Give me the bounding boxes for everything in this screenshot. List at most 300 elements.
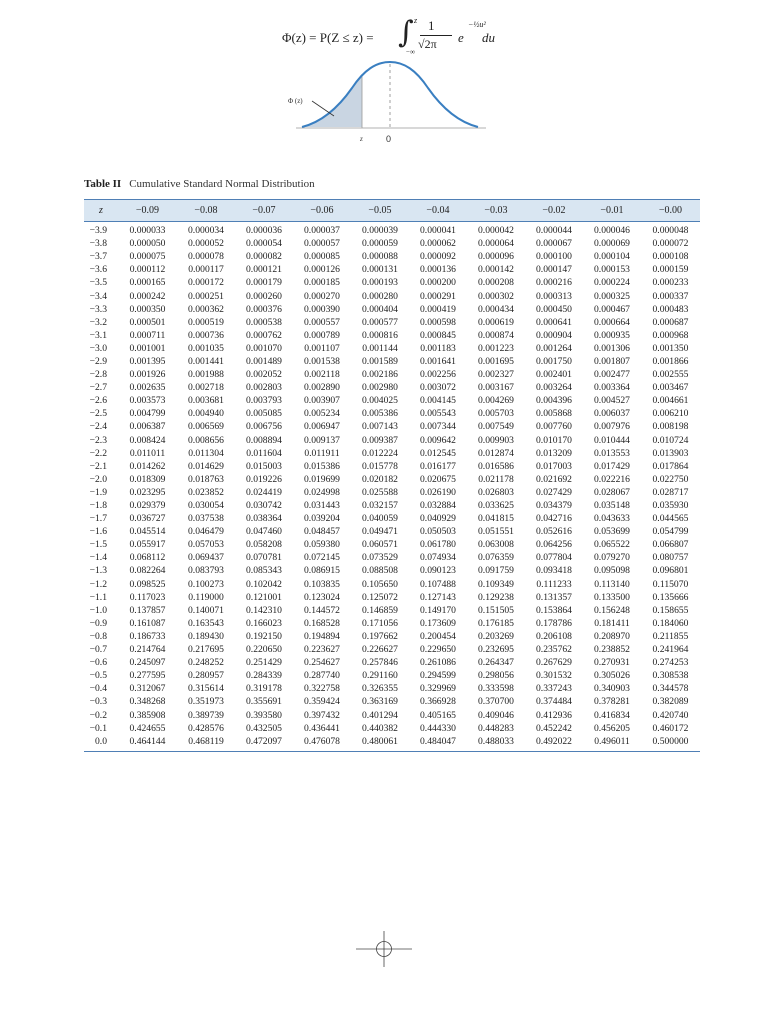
table-row	[84, 303, 700, 316]
probability-cell: 0.001589	[362, 355, 398, 367]
probability-cell: 0.055917	[129, 539, 166, 551]
probability-cell: 0.000736	[188, 329, 224, 341]
probability-cell: 0.023852	[188, 486, 224, 498]
probability-cell: 0.001070	[246, 342, 282, 354]
probability-cell: 0.235762	[536, 644, 572, 656]
z-label: z	[360, 135, 363, 143]
probability-cell: 0.074934	[420, 552, 456, 564]
table-row	[84, 276, 700, 289]
probability-cell: 0.057053	[188, 539, 224, 551]
probability-cell: 0.045514	[129, 526, 166, 538]
probability-cell: 0.002186	[362, 369, 398, 381]
table-row	[84, 342, 700, 355]
column-header: −0.04	[409, 200, 467, 222]
probability-cell: 0.000419	[420, 303, 456, 315]
probability-cell: 0.003573	[129, 395, 166, 407]
probability-cell: 0.000064	[478, 238, 514, 250]
probability-cell: 0.153864	[536, 604, 572, 616]
probability-cell: 0.005703	[478, 408, 514, 420]
probability-cell: 0.009642	[420, 434, 456, 446]
column-header: −0.02	[525, 200, 583, 222]
probability-cell: 0.374484	[536, 696, 572, 708]
probability-cell: 0.171056	[362, 617, 398, 629]
probability-cell: 0.133500	[594, 591, 630, 603]
probability-cell: 0.000687	[652, 316, 689, 328]
probability-cell: 0.000280	[362, 290, 398, 302]
probability-cell: 0.000557	[304, 316, 340, 328]
probability-cell: 0.432505	[246, 722, 282, 734]
probability-cell: 0.102042	[246, 578, 282, 590]
probability-cell: 0.270931	[594, 657, 630, 669]
z-value-cell: −1.3	[89, 565, 107, 577]
probability-cell: 0.021692	[536, 473, 572, 485]
probability-cell: 0.000337	[652, 290, 689, 302]
probability-cell: 0.069437	[188, 552, 224, 564]
probability-cell: 0.004940	[188, 408, 224, 420]
phi-pointer	[312, 101, 334, 116]
probability-cell: 0.194894	[304, 630, 340, 642]
z-value-cell: −1.6	[89, 526, 107, 538]
probability-cell: 0.003793	[246, 395, 282, 407]
probability-cell: 0.000100	[536, 251, 572, 263]
probability-cell: 0.312067	[129, 683, 166, 695]
probability-cell: 0.015778	[362, 460, 398, 472]
probability-cell: 0.077804	[536, 552, 572, 564]
probability-cell: 0.115070	[652, 578, 689, 590]
z-value-cell: −0.6	[89, 657, 107, 669]
table-row	[84, 682, 700, 695]
probability-cell: 0.000159	[652, 264, 689, 276]
probability-cell: 0.017003	[536, 460, 572, 472]
probability-cell: 0.017864	[652, 460, 689, 472]
probability-cell: 0.032884	[420, 500, 456, 512]
probability-cell: 0.002980	[362, 382, 398, 394]
table-row	[84, 617, 700, 630]
probability-cell: 0.355691	[246, 696, 282, 708]
probability-cell: 0.000067	[536, 238, 572, 250]
probability-cell: 0.059380	[304, 539, 340, 551]
probability-cell: 0.001489	[246, 355, 282, 367]
table-number: Table II	[84, 178, 122, 190]
probability-cell: 0.016586	[478, 460, 514, 472]
probability-cell: 0.047460	[246, 526, 282, 538]
probability-cell: 0.014262	[129, 460, 166, 472]
table-row	[84, 578, 700, 591]
probability-cell: 0.070781	[246, 552, 282, 564]
probability-cell: 0.053699	[594, 526, 630, 538]
probability-cell: 0.007143	[362, 421, 398, 433]
probability-cell: 0.003264	[536, 382, 572, 394]
z-value-cell: −3.3	[89, 303, 107, 315]
probability-cell: 0.000291	[420, 290, 456, 302]
probability-cell: 0.238852	[594, 644, 630, 656]
probability-cell: 0.002401	[536, 369, 572, 381]
probability-cell: 0.000483	[652, 303, 689, 315]
probability-cell: 0.025588	[362, 486, 398, 498]
probability-cell: 0.000762	[246, 329, 282, 341]
probability-cell: 0.000325	[594, 290, 630, 302]
probability-cell: 0.123024	[304, 591, 340, 603]
probability-cell: 0.000904	[536, 329, 572, 341]
probability-cell: 0.103835	[304, 578, 340, 590]
table-row	[84, 591, 700, 604]
probability-cell: 0.052616	[536, 526, 572, 538]
probability-cell: 0.006387	[129, 421, 166, 433]
table-row	[84, 407, 700, 420]
probability-cell: 0.197662	[362, 630, 398, 642]
fraction-denominator: √2π	[418, 37, 437, 51]
probability-cell: 0.000059	[362, 238, 398, 250]
table-row	[84, 368, 700, 381]
probability-cell: 0.000057	[304, 238, 340, 250]
z-value-cell: −2.9	[89, 355, 107, 367]
probability-cell: 0.149170	[420, 604, 456, 616]
probability-cell: 0.008894	[246, 434, 282, 446]
exponent: −½u²	[468, 20, 486, 29]
probability-cell: 0.009903	[478, 434, 514, 446]
probability-cell: 0.119000	[188, 591, 224, 603]
z-value-cell: −0.7	[89, 644, 107, 656]
probability-cell: 0.000450	[536, 303, 572, 315]
table-row	[84, 289, 700, 302]
probability-cell: 0.054799	[652, 526, 689, 538]
table-row	[84, 499, 700, 512]
probability-cell: 0.030742	[246, 500, 282, 512]
probability-cell: 0.010170	[536, 434, 572, 446]
probability-cell: 0.066807	[652, 539, 689, 551]
probability-cell: 0.001144	[362, 342, 398, 354]
probability-cell: 0.241964	[652, 644, 689, 656]
probability-cell: 0.144572	[304, 604, 340, 616]
probability-cell: 0.000251	[188, 290, 224, 302]
probability-cell: 0.031443	[304, 500, 340, 512]
probability-cell: 0.024998	[304, 486, 340, 498]
probability-cell: 0.111233	[536, 578, 572, 590]
probability-cell: 0.011304	[188, 447, 224, 459]
probability-cell: 0.065522	[594, 539, 630, 551]
probability-cell: 0.023295	[129, 486, 166, 498]
table-row	[84, 381, 700, 394]
fraction-numerator: 1	[428, 18, 435, 33]
probability-cell: 0.277595	[129, 670, 166, 682]
probability-cell: 0.000193	[362, 277, 398, 289]
column-header: −0.00	[641, 200, 700, 222]
z-value-cell: −2.4	[89, 421, 107, 433]
probability-cell: 0.000313	[536, 290, 572, 302]
probability-cell: 0.000260	[246, 290, 282, 302]
probability-cell: 0.440382	[362, 722, 398, 734]
table-row	[84, 473, 700, 486]
probability-cell: 0.006947	[304, 421, 340, 433]
probability-cell: 0.484047	[409, 735, 467, 752]
z-value-cell: −0.2	[89, 709, 107, 721]
column-header: −0.07	[235, 200, 293, 222]
probability-cell: 0.009137	[304, 434, 340, 446]
phi-label: Φ (z)	[288, 97, 303, 105]
probability-cell: 0.001988	[188, 369, 224, 381]
probability-cell: 0.000069	[594, 238, 630, 250]
probability-cell: 0.261086	[420, 657, 456, 669]
probability-cell: 0.294599	[420, 670, 456, 682]
probability-cell: 0.264347	[478, 657, 514, 669]
probability-cell: 0.121001	[246, 591, 282, 603]
probability-cell: 0.000062	[420, 238, 456, 250]
probability-cell: 0.206108	[536, 630, 572, 642]
probability-cell: 0.208970	[594, 630, 630, 642]
z-value-cell: −3.4	[89, 290, 107, 302]
probability-cell: 0.000376	[246, 303, 282, 315]
probability-cell: 0.000046	[594, 225, 630, 237]
table-row	[84, 695, 700, 708]
probability-cell: 0.037538	[188, 513, 224, 525]
probability-cell: 0.397432	[304, 709, 340, 721]
probability-cell: 0.006037	[594, 408, 630, 420]
probability-cell: 0.488033	[467, 735, 525, 752]
z-value-cell: −0.8	[89, 630, 107, 642]
probability-cell: 0.010444	[594, 434, 630, 446]
probability-cell: 0.000711	[129, 329, 166, 341]
fraction-bar	[420, 35, 452, 36]
z-value-cell: −1.9	[89, 486, 107, 498]
probability-cell: 0.322758	[304, 683, 340, 695]
probability-cell: 0.416834	[594, 709, 630, 721]
probability-cell: 0.049471	[362, 526, 398, 538]
probability-cell: 0.007549	[478, 421, 514, 433]
probability-cell: 0.448283	[478, 722, 514, 734]
probability-cell: 0.015003	[246, 460, 282, 472]
probability-cell: 0.000185	[304, 277, 340, 289]
integral-upper-limit: z	[414, 16, 418, 25]
probability-cell: 0.000208	[478, 277, 514, 289]
probability-cell: 0.245097	[129, 657, 166, 669]
probability-cell: 0.000641	[536, 316, 572, 328]
probability-cell: 0.002803	[246, 382, 282, 394]
probability-cell: 0.000619	[478, 316, 514, 328]
table-row	[84, 525, 700, 538]
table-row	[84, 250, 700, 263]
probability-cell: 0.424655	[129, 722, 166, 734]
probability-cell: 0.232695	[478, 644, 514, 656]
probability-cell: 0.005543	[420, 408, 456, 420]
probability-cell: 0.004269	[478, 395, 514, 407]
probability-cell: 0.105650	[362, 578, 398, 590]
probability-cell: 0.001807	[594, 355, 630, 367]
probability-cell: 0.378281	[594, 696, 630, 708]
table-header-row	[84, 200, 700, 222]
probability-cell: 0.040059	[362, 513, 398, 525]
z-value-cell: −3.5	[89, 277, 107, 289]
probability-cell: 0.000350	[129, 303, 166, 315]
probability-cell: 0.001107	[304, 342, 340, 354]
probability-cell: 0.017429	[594, 460, 630, 472]
cdf-formula	[282, 16, 522, 56]
probability-cell: 0.000845	[420, 329, 456, 341]
z-value-cell: −3.7	[89, 251, 107, 263]
probability-cell: 0.000467	[594, 303, 630, 315]
probability-cell: 0.329969	[420, 683, 456, 695]
shaded-area	[302, 74, 362, 127]
probability-cell: 0.436441	[304, 722, 340, 734]
probability-cell: 0.002635	[129, 382, 166, 394]
probability-cell: 0.004661	[652, 395, 689, 407]
probability-cell: 0.088508	[362, 565, 398, 577]
probability-cell: 0.001350	[652, 342, 689, 354]
table-row	[84, 735, 700, 752]
probability-cell: 0.163543	[188, 617, 224, 629]
probability-cell: 0.000104	[594, 251, 630, 263]
z-value-cell: −2.7	[89, 382, 107, 394]
column-header: −0.09	[118, 200, 177, 222]
probability-cell: 0.200454	[420, 630, 456, 642]
table-row	[84, 420, 700, 433]
probability-cell: 0.008656	[188, 434, 224, 446]
probability-cell: 0.000242	[129, 290, 166, 302]
differential: du	[482, 30, 495, 45]
probability-cell: 0.385908	[129, 709, 166, 721]
probability-cell: 0.000092	[420, 251, 456, 263]
z-value-cell: −2.6	[89, 395, 107, 407]
probability-cell: 0.006210	[652, 408, 689, 420]
probability-cell: 0.456205	[594, 722, 630, 734]
probability-cell: 0.002052	[246, 369, 282, 381]
table-row	[84, 512, 700, 525]
probability-cell: 0.301532	[536, 670, 572, 682]
probability-cell: 0.351973	[188, 696, 224, 708]
probability-cell: 0.000172	[188, 277, 224, 289]
probability-cell: 0.000075	[129, 251, 166, 263]
integral-lower-limit: −∞	[406, 48, 415, 56]
probability-cell: 0.000390	[304, 303, 340, 315]
probability-cell: 0.018309	[129, 473, 166, 485]
table-row	[84, 486, 700, 499]
probability-cell: 0.048457	[304, 526, 340, 538]
normal-curve-figure	[286, 56, 506, 146]
probability-cell: 0.420740	[652, 709, 689, 721]
z-value-cell: −3.8	[89, 238, 107, 250]
probability-cell: 0.040929	[420, 513, 456, 525]
probability-cell: 0.001750	[536, 355, 572, 367]
probability-cell: 0.142310	[246, 604, 282, 616]
probability-cell: 0.251429	[246, 657, 282, 669]
probability-cell: 0.090123	[420, 565, 456, 577]
probability-cell: 0.000054	[246, 238, 282, 250]
z-value-cell: −0.1	[89, 722, 107, 734]
probability-cell: 0.000224	[594, 277, 630, 289]
probability-cell: 0.042716	[536, 513, 572, 525]
probability-cell: 0.468119	[177, 735, 235, 752]
probability-cell: 0.019226	[246, 473, 282, 485]
probability-cell: 0.005085	[246, 408, 282, 420]
probability-cell: 0.000072	[652, 238, 689, 250]
column-header: −0.08	[177, 200, 235, 222]
probability-cell: 0.001306	[594, 342, 630, 354]
probability-cell: 0.005868	[536, 408, 572, 420]
crosshair-icon	[356, 931, 412, 967]
probability-cell: 0.131357	[536, 591, 572, 603]
probability-cell: 0.001001	[129, 342, 166, 354]
probability-cell: 0.001641	[420, 355, 456, 367]
probability-cell: 0.254627	[304, 657, 340, 669]
probability-cell: 0.013903	[652, 447, 689, 459]
probability-cell: 0.010724	[652, 434, 689, 446]
probability-cell: 0.000112	[129, 264, 166, 276]
probability-cell: 0.000816	[362, 329, 398, 341]
probability-cell: 0.020182	[362, 473, 398, 485]
probability-cell: 0.013209	[536, 447, 572, 459]
probability-cell: 0.000233	[652, 277, 689, 289]
probability-cell: 0.401294	[362, 709, 398, 721]
probability-cell: 0.267629	[536, 657, 572, 669]
z-value-cell: −2.1	[89, 460, 107, 472]
probability-cell: 0.001538	[304, 355, 340, 367]
probability-cell: 0.229650	[420, 644, 456, 656]
probability-cell: 0.000404	[362, 303, 398, 315]
probability-cell: 0.026803	[478, 486, 514, 498]
probability-cell: 0.001395	[129, 355, 166, 367]
probability-cell: 0.085343	[246, 565, 282, 577]
probability-cell: 0.093418	[536, 565, 572, 577]
probability-cell: 0.000142	[478, 264, 514, 276]
probability-cell: 0.226627	[362, 644, 398, 656]
probability-cell: 0.038364	[246, 513, 282, 525]
probability-cell: 0.000519	[188, 316, 224, 328]
table-row	[84, 329, 700, 342]
probability-cell: 0.033625	[478, 500, 514, 512]
probability-cell: 0.018763	[188, 473, 224, 485]
probability-cell: 0.389739	[188, 709, 224, 721]
table-row	[84, 630, 700, 643]
probability-cell: 0.039204	[304, 513, 340, 525]
z-value-cell: −1.7	[89, 513, 107, 525]
probability-cell: 0.280957	[188, 670, 224, 682]
probability-cell: 0.000033	[129, 225, 166, 237]
z-value-cell: −1.1	[89, 591, 107, 603]
probability-cell: 0.028717	[652, 486, 689, 498]
table-row	[84, 222, 700, 238]
probability-cell: 0.036727	[129, 513, 166, 525]
probability-cell: 0.002477	[594, 369, 630, 381]
probability-cell: 0.000874	[478, 329, 514, 341]
probability-cell: 0.000501	[129, 316, 166, 328]
registration-mark	[356, 931, 412, 967]
probability-cell: 0.000577	[362, 316, 398, 328]
probability-cell: 0.000302	[478, 290, 514, 302]
normal-curve-svg	[286, 56, 506, 146]
probability-cell: 0.472097	[235, 735, 293, 752]
probability-cell: 0.001264	[536, 342, 572, 354]
probability-cell: 0.008424	[129, 434, 166, 446]
z-value-cell: −2.8	[89, 369, 107, 381]
probability-cell: 0.000117	[188, 264, 224, 276]
probability-cell: 0.000434	[478, 303, 514, 315]
probability-cell: 0.287740	[304, 670, 340, 682]
probability-cell: 0.098525	[129, 578, 166, 590]
probability-cell: 0.035930	[652, 500, 689, 512]
probability-cell: 0.008198	[652, 421, 689, 433]
probability-cell: 0.284339	[246, 670, 282, 682]
probability-cell: 0.007976	[594, 421, 630, 433]
probability-cell: 0.000036	[246, 225, 282, 237]
probability-cell: 0.016177	[420, 460, 456, 472]
probability-cell: 0.476078	[293, 735, 351, 752]
probability-cell: 0.178786	[536, 617, 572, 629]
probability-cell: 0.000078	[188, 251, 224, 263]
probability-cell: 0.359424	[304, 696, 340, 708]
probability-cell: 0.000216	[536, 277, 572, 289]
probability-cell: 0.035148	[594, 500, 630, 512]
probability-cell: 0.405165	[420, 709, 456, 721]
probability-cell: 0.001926	[129, 369, 166, 381]
